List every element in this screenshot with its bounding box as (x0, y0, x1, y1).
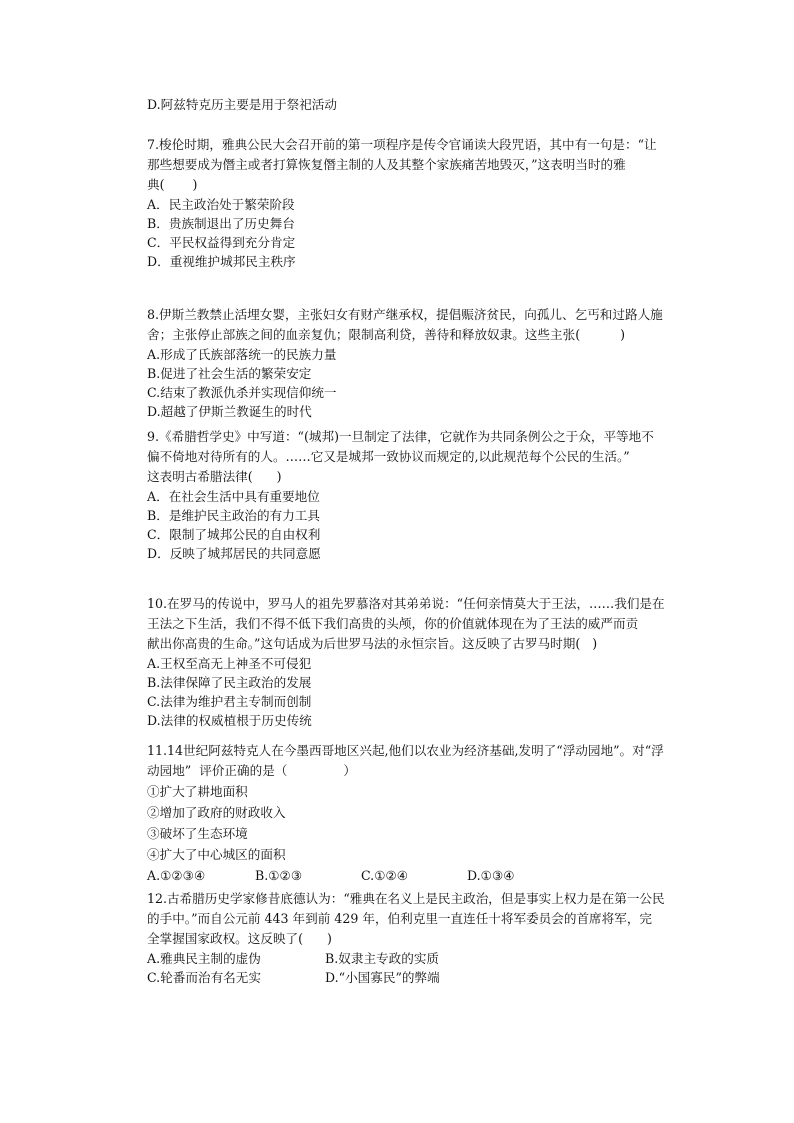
option-a: A.雅典民主制的虚伪 (147, 951, 261, 966)
option-c: C.轮番而治有名无实 (147, 970, 261, 985)
statement-item: ②增加了政府的财政收入 (147, 805, 286, 820)
option-row (147, 949, 707, 968)
question-9 (147, 427, 707, 563)
option-b: B.法律保障了民主政治的发展 (147, 675, 312, 690)
question-stem-line: 9.《希腊哲学史》中写道：“(城邦)一旦制定了法律，它就作为共同条例公之于众，平等地不 (147, 429, 654, 444)
option-d: D．重视维护城邦民主秩序 (147, 254, 296, 269)
option-c: C．平民权益得到充分肯定 (147, 235, 296, 250)
option-b: B.①②③ (255, 868, 303, 883)
option-c: C.结束了教派仇杀并实现信仰统一 (147, 385, 337, 400)
question-12 (147, 889, 707, 987)
question-stem-line: 舍；主张停止部族之间的血亲复仇；限制高利贷，善待和释放奴隶。这些主张( ) (147, 327, 626, 342)
question-stem-line: 王法之下生活，我们不得不低下我们高贵的头颅，你的价值就体现在为了王法的威严而贡 (147, 616, 639, 631)
question-stem-line: 这表明古希腊法律( ) (147, 469, 282, 484)
question-stem-line: 动园地” 评价正确的是（ ） (147, 763, 357, 778)
option-a: A.形成了氏族部落统一的民族力量 (147, 347, 337, 362)
question-stem-line: 那些想要成为僭主或者打算恢复僭主制的人及其整个家族痛苦地毁灭，”这表明当时的雅 (147, 157, 626, 172)
option-b: B.促进了社会生活的繁荣安定 (147, 366, 312, 381)
question-stem-line: 典( ) (147, 177, 198, 192)
option-c: C.法律为维护君主专制而创制 (147, 694, 312, 709)
question-stem-line: 的手中。”而自公元前 443 年到前 429 年，伯利克里一直连任十将军委员会的首席将军，完 (147, 911, 653, 926)
option-a: A.①②③④ (147, 868, 206, 883)
option-d: D.“小国寡民”的弊端 (325, 970, 440, 985)
option-c: C．限制了城邦公民的自由权利 (147, 527, 321, 542)
question-stem-line: 献出你高贵的生命。”这句话成为后世罗马法的永恒宗旨。这反映了古罗马时期( ) (147, 636, 598, 651)
option-d: D.①③④ (467, 868, 515, 883)
option-d: D.阿兹特克历主要是用于祭祀活动 (147, 97, 337, 112)
option-b: B．是维护民主政治的有力工具 (147, 508, 320, 523)
option-d: D.法律的权威植根于历史传统 (147, 713, 312, 728)
question-11 (147, 741, 707, 886)
option-a: A．在社会生活中具有重要地位 (147, 489, 320, 504)
question-stem-line: 11.14世纪阿兹特克人在今墨西哥地区兴起,他们以农业为经济基础,发明了“浮动园地”。对“浮 (147, 743, 664, 758)
question-stem-line: 偏不倚地对待所有的人。……它又是城邦一致协议而规定的,以此规范每个公民的生活。” (147, 449, 630, 464)
option-d: D．反映了城邦居民的共同意愿 (147, 546, 321, 561)
option-c: C.①②④ (361, 868, 409, 883)
question-7 (147, 135, 707, 271)
option-row (147, 968, 707, 987)
question-10 (147, 594, 707, 730)
statement-item: ④扩大了中心城区的面积 (147, 847, 286, 862)
option-a: A.王权至高无上神圣不可侵犯 (147, 656, 312, 671)
question-stem-line: 12.古希腊历史学家修昔底德认为：“雅典在名义上是民主政治，但是事实上权力是在第一公民 (147, 891, 665, 906)
answer-choices (147, 865, 707, 886)
question-stem-line: 8.伊斯兰教禁止活埋女婴，主张妇女有财产继承权，提倡赈济贫民，向孤儿、乞丐和过路人施 (147, 307, 663, 322)
option-d: D.超越了伊斯兰教诞生的时代 (147, 404, 312, 419)
question-stem-line: 10.在罗马的传说中，罗马人的祖先罗慕洛对其弟弟说：“任何亲情莫大于王法，……我们是在 (147, 596, 665, 611)
question-stem-line: 7.梭伦时期，雅典公民大会召开前的第一项程序是传令官诵读大段咒语，其中有一句是：“让 (147, 137, 657, 152)
option-a: A．民主政治处于繁荣阶段 (147, 197, 295, 212)
statement-item: ①扩大了耕地面积 (147, 784, 248, 799)
question-stem-line: 全掌握国家政权。这反映了( ) (147, 931, 332, 946)
previous-question-tail (147, 95, 707, 114)
question-8 (147, 305, 707, 421)
option-b: B．贵族制退出了历史舞台 (147, 216, 295, 231)
option-b: B.奴隶主专政的实质 (325, 951, 440, 966)
statement-item: ③破坏了生态环境 (147, 826, 248, 841)
